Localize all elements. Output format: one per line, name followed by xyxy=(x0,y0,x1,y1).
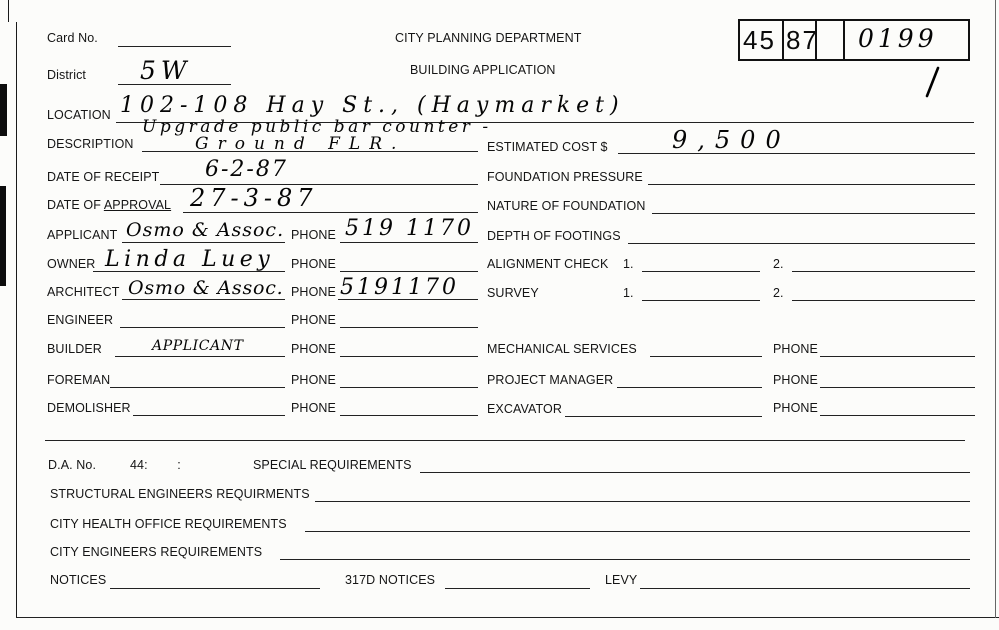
date-of-approval-prefix: DATE OF xyxy=(47,198,101,212)
card-no-label: Card No. xyxy=(47,31,98,45)
survey-2-line xyxy=(792,300,975,301)
foreman-phone-line xyxy=(340,387,478,388)
date-of-approval-line xyxy=(183,212,478,213)
description-line2: Ground FLR. xyxy=(195,134,406,154)
structural-engineers-label: STRUCTURAL ENGINEERS REQUIRMENTS xyxy=(50,487,310,501)
survey-2-label: 2. xyxy=(773,286,784,300)
alignment-check-1-label: 1. xyxy=(623,257,634,271)
structural-engineers-line xyxy=(315,501,970,502)
city-health-office-line xyxy=(305,531,970,532)
foreman-label: FOREMAN xyxy=(47,373,111,387)
file-number-prefix: 45 xyxy=(743,25,776,55)
levy-line xyxy=(640,588,970,589)
owner-phone-line xyxy=(340,271,478,272)
description-label: DESCRIPTION xyxy=(47,137,134,151)
date-of-approval-underlined: APPROVAL xyxy=(103,198,172,212)
da-number-label: D.A. No. xyxy=(48,458,97,472)
applicant-value: Osmo & Assoc. xyxy=(126,219,285,241)
engineer-phone-label: PHONE xyxy=(291,313,336,327)
engineer-label: ENGINEER xyxy=(47,313,114,327)
demolisher-label: DEMOLISHER xyxy=(47,401,131,415)
architect-value: Osmo & Assoc. xyxy=(128,277,284,299)
builder-phone-label: PHONE xyxy=(291,342,336,356)
alignment-check-1-line xyxy=(642,271,760,272)
city-engineers-label: CITY ENGINEERS REQUIREMENTS xyxy=(50,545,263,559)
demolisher-phone-line xyxy=(340,415,478,416)
foundation-pressure-label: FOUNDATION PRESSURE xyxy=(487,170,643,184)
card-no-line xyxy=(118,46,231,47)
card-right-edge xyxy=(995,0,996,618)
excavator-phone-label: PHONE xyxy=(773,401,818,415)
scan-edge-mark-upper xyxy=(0,84,7,136)
alignment-check-label: ALIGNMENT CHECK xyxy=(487,257,609,271)
builder-line xyxy=(115,356,285,357)
applicant-phone-line xyxy=(340,242,478,243)
survey-label: SURVEY xyxy=(487,286,539,300)
owner-phone-label: PHONE xyxy=(291,257,336,271)
card-left-edge xyxy=(16,22,17,618)
file-box-divider-3 xyxy=(843,21,845,59)
estimated-cost-label: ESTIMATED COST $ xyxy=(487,140,608,154)
da-number-value: 44: : xyxy=(130,458,181,472)
date-of-receipt-label: DATE OF RECEIPT xyxy=(47,170,160,184)
mechanical-services-phone-line xyxy=(820,356,975,357)
city-engineers-line xyxy=(280,559,970,560)
mechanical-services-phone-label: PHONE xyxy=(773,342,818,356)
survey-1-label: 1. xyxy=(623,286,634,300)
applicant-label: APPLICANT xyxy=(47,228,118,242)
architect-line xyxy=(122,299,285,300)
alignment-check-2-line xyxy=(792,271,975,272)
applicant-phone-value: 519 1170 xyxy=(345,216,474,241)
depth-of-footings-line xyxy=(628,243,975,244)
demolisher-line xyxy=(133,415,285,416)
form-title: BUILDING APPLICATION xyxy=(410,63,556,77)
excavator-label: EXCAVATOR xyxy=(487,402,562,416)
file-number-year: 87 xyxy=(786,25,819,55)
applicant-phone-label: PHONE xyxy=(291,228,336,242)
date-of-approval-label xyxy=(47,198,171,212)
foundation-pressure-line xyxy=(648,184,975,185)
district-line xyxy=(118,84,231,85)
architect-phone-value: 5191170 xyxy=(340,275,459,300)
architect-phone-label: PHONE xyxy=(291,285,336,299)
scan-edge-mark-lower xyxy=(0,186,6,286)
project-manager-phone-line xyxy=(820,387,975,388)
survey-1-line xyxy=(642,300,760,301)
file-number-box xyxy=(738,19,970,61)
section-separator xyxy=(45,440,965,441)
notices-317d-label: 317D NOTICES xyxy=(345,573,436,587)
alignment-check-2-label: 2. xyxy=(773,257,784,271)
project-manager-label: PROJECT MANAGER xyxy=(487,373,614,387)
department-title: CITY PLANNING DEPARTMENT xyxy=(395,31,582,45)
mechanical-services-line xyxy=(650,356,762,357)
owner-value: Linda Luey xyxy=(105,247,275,272)
card-top-left-edge xyxy=(8,0,9,22)
date-of-approval-value: 27-3-87 xyxy=(190,184,318,212)
project-manager-phone-label: PHONE xyxy=(773,373,818,387)
demolisher-phone-label: PHONE xyxy=(291,401,336,415)
engineer-phone-line xyxy=(340,327,478,328)
estimated-cost-line xyxy=(618,153,975,154)
nature-of-foundation-line xyxy=(652,213,975,214)
district-value: 5W xyxy=(140,56,192,85)
special-requirements-label: SPECIAL REQUIREMENTS xyxy=(253,458,412,472)
estimated-cost-value: 9,500 xyxy=(672,126,791,154)
owner-label: OWNER xyxy=(47,257,96,271)
architect-label: ARCHITECT xyxy=(47,285,120,299)
owner-line xyxy=(93,271,285,272)
mechanical-services-label: MECHANICAL SERVICES xyxy=(487,342,637,356)
builder-label: BUILDER xyxy=(47,342,102,356)
stroke-path xyxy=(927,68,938,96)
city-health-office-label: CITY HEALTH OFFICE REQUIREMENTS xyxy=(50,517,287,531)
description-line1: Upgrade public bar counter - xyxy=(142,117,492,137)
date-of-receipt-value: 6-2-87 xyxy=(205,157,288,182)
architect-phone-line xyxy=(338,299,478,300)
location-label: LOCATION xyxy=(47,108,111,122)
excavator-phone-line xyxy=(820,415,975,416)
foreman-line xyxy=(110,387,285,388)
project-manager-line xyxy=(617,387,762,388)
handwritten-stroke-mark xyxy=(918,66,944,98)
special-requirements-line xyxy=(420,472,970,473)
notices-label: NOTICES xyxy=(50,573,107,587)
district-label: District xyxy=(47,68,86,82)
builder-phone-line xyxy=(340,356,478,357)
notices-line xyxy=(110,588,320,589)
builder-value: APPLICANT xyxy=(152,338,244,354)
file-box-divider-2 xyxy=(815,21,817,59)
description-line xyxy=(142,151,478,152)
excavator-line xyxy=(565,416,762,417)
file-number-serial: 0199 xyxy=(858,24,938,53)
engineer-line xyxy=(120,327,285,328)
notices-317d-line xyxy=(445,588,590,589)
nature-of-foundation-label: NATURE OF FOUNDATION xyxy=(487,199,646,213)
foreman-phone-label: PHONE xyxy=(291,373,336,387)
levy-label: LEVY xyxy=(605,573,638,587)
file-box-divider-1 xyxy=(782,21,784,59)
location-value: 102-108 Hay St., (Haymarket) xyxy=(120,93,625,118)
applicant-line xyxy=(122,242,285,243)
depth-of-footings-label: DEPTH OF FOOTINGS xyxy=(487,229,621,243)
card-bottom-edge xyxy=(16,617,999,618)
